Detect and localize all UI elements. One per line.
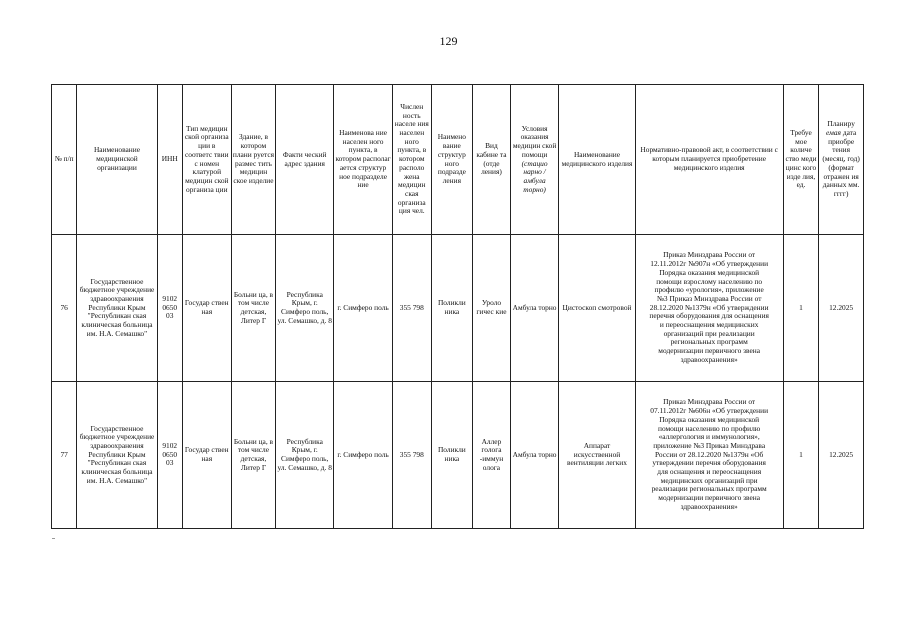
header-address: Факти ческий адрес здания <box>276 85 334 235</box>
cell-population: 355 798 <box>393 235 432 382</box>
header-subdivision: Наимено вание структур ного подразде ления <box>431 85 473 235</box>
table-row <box>52 382 864 529</box>
act-line: «аллергология и иммунология», <box>658 432 760 442</box>
act-line: помощи населению по профилю <box>658 423 761 433</box>
header-legal-act: Нормативно-правовой акт, в соответствии с которым планируется приобретение медицинского изделия <box>635 85 783 235</box>
cell-organization-name: Государственное бюджетное учреждение здравоохранения Республики Крым "Республикан ская клиническая больница им. Н.А. Семашко" <box>77 235 157 382</box>
header-settlement: Наименова ние населен ного пункта, в котором располаг ается структур ное подразделе ние <box>334 85 393 235</box>
cell-address: Республика Крым, г. Симферо поль, ул. Семашко, д. 8 <box>276 235 334 382</box>
cell-subdivision: Поликли ника <box>431 382 473 529</box>
act-line: №3 Приказ Минздрава России от <box>656 293 762 303</box>
header-quantity: Требуе мое количе ство меди цинс кого изде лия, ед. <box>783 85 819 235</box>
cell-inn: 9102 0650 03 <box>157 382 182 529</box>
act-line: 07.11.2012г №606н «Об утверждении <box>650 406 769 416</box>
scan-speck <box>52 538 55 539</box>
header-population-text: Числен ность населе ния населен ного пункта, в котором располо жена медицин ская организа ция <box>394 101 429 216</box>
header-organization-type: Тип медицин ской организа ции в соответс твии с номен клатурой медицин ской организа ции <box>182 85 231 235</box>
act-line: Порядка оказания медицинской <box>659 267 760 277</box>
cell-building: Больни ца, в том числе детская, Литер Г <box>231 382 276 529</box>
cell-organization-type: Государ ствен ная <box>182 382 231 529</box>
header-inn: ИНН <box>157 85 182 235</box>
act-line: медицинских организаций при <box>660 475 758 485</box>
act-line: помощи взрослому населению по <box>656 276 763 286</box>
header-population-unit: чел. <box>412 206 425 216</box>
act-line: модернизации первичного звена <box>658 493 761 503</box>
act-line: Приказ Минздрава России от <box>663 250 756 260</box>
act-line: региональных программ <box>670 337 748 347</box>
cell-organization-type: Государ ствен ная <box>182 235 231 382</box>
header-date-rest: дата приобре тения (месяц, год) (формат отражен ия данных мм. гггг) <box>822 128 860 198</box>
cell-address: Республика Крым, г. Симферо поль, ул. Семашко, д. 8 <box>276 382 334 529</box>
act-line: для оснащения и переоснащения <box>657 467 762 477</box>
cell-building: Больни ца, в том числе детская, Литер Г <box>231 235 276 382</box>
header-conditions-text: Условия оказания медицин ской помощи <box>512 123 557 159</box>
cell-number: 77 <box>52 382 77 529</box>
cell-device: Цистоскоп смотровой <box>559 235 635 382</box>
cell-settlement: г. Симферо поль <box>334 235 393 382</box>
cell-number: 76 <box>52 235 77 382</box>
header-number: № п/п <box>52 85 77 235</box>
equipment-plan-table <box>51 84 864 529</box>
header-purchase-date <box>819 85 864 235</box>
cell-conditions: Амбула торно <box>510 235 559 382</box>
cell-quantity: 1 <box>783 382 819 529</box>
header-conditions-italic: (стацио нарно / амбула торно) <box>521 158 548 194</box>
cell-legal-act <box>635 235 783 382</box>
act-line: здравоохранения» <box>680 501 738 511</box>
cell-population: 355 798 <box>393 382 432 529</box>
header-building: Здание, в котором плани руется размес тить медицин ское изделие <box>231 85 276 235</box>
cell-purchase-date: 12.2025 <box>819 382 864 529</box>
header-population <box>393 85 432 235</box>
table-row <box>52 235 864 382</box>
act-line: 12.11.2012г №907н «Об утверждении <box>650 259 769 269</box>
act-line: Порядка оказания медицинской <box>659 414 760 424</box>
cell-settlement: г. Симферо поль <box>334 382 393 529</box>
header-date-text: Планиру <box>827 119 855 129</box>
header-row <box>52 85 864 235</box>
act-line: утверждении перечня оборудования <box>652 458 766 468</box>
act-line: и переоснащения медицинских <box>659 320 759 330</box>
act-line: России от 28.12.2020 №1379н «Об <box>654 449 764 459</box>
page-number: 129 <box>439 34 458 48</box>
cell-cabinet: Аллер голога -иммун олога <box>473 382 511 529</box>
act-line: профилю «урология», приложение <box>654 285 764 295</box>
header-organization-name: Наименование медицинской организации <box>77 85 157 235</box>
cell-legal-act <box>635 382 783 529</box>
act-line: модернизации первичного звена <box>658 346 761 356</box>
header-cabinet: Вид кабине та (отде ления) <box>473 85 511 235</box>
cell-cabinet: Уроло гичес кие <box>473 235 511 382</box>
act-line: реализации региональных программ <box>651 484 767 494</box>
cell-conditions: Амбула торно <box>510 382 559 529</box>
act-line: здравоохранения» <box>680 354 738 364</box>
act-line: приложение №3 Приказ Минздрава <box>653 440 766 450</box>
header-conditions <box>510 85 559 235</box>
act-line: Приказ Минздрава России от <box>663 397 756 407</box>
cell-purchase-date: 12.2025 <box>819 235 864 382</box>
header-device: Наименование медицинского изделия <box>559 85 635 235</box>
act-line: перечня оборудования для оснащения <box>649 311 769 321</box>
cell-device: Аппарат искусственной вентиляции легких <box>559 382 635 529</box>
cell-quantity: 1 <box>783 235 819 382</box>
cell-inn: 9102 0650 03 <box>157 235 182 382</box>
act-line: организаций при реализации <box>663 328 755 338</box>
act-line: 28.12.2020 №1379н «Об утверждении <box>649 302 769 312</box>
header-date-italic: емая <box>826 128 841 138</box>
cell-organization-name: Государственное бюджетное учреждение здравоохранения Республики Крым "Республикан ская клиническая больница им. Н.А. Семашко" <box>77 382 157 529</box>
cell-subdivision: Поликли ника <box>431 235 473 382</box>
